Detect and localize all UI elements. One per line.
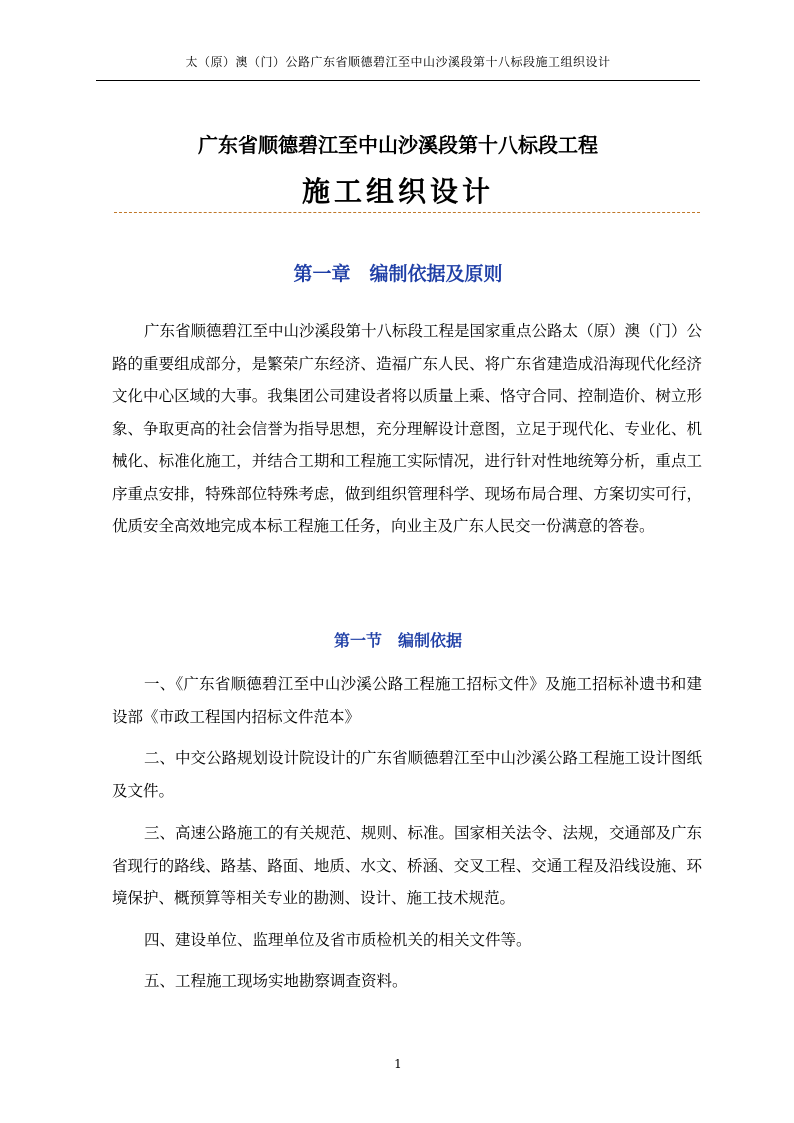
project-title: 广东省顺德碧江至中山沙溪段第十八标段工程: [198, 133, 598, 157]
page-number: 1: [394, 1057, 402, 1071]
basis-item-2: 二、中交公路规划设计院设计的广东省顺德碧江至中山沙溪公路工程施工设计图纸及文件。: [112, 749, 703, 800]
running-header: 太（原）澳（门）公路广东省顺德碧江至中山沙溪段第十八标段施工组织设计: [185, 55, 611, 69]
basis-item-4: 四、建设单位、监理单位及省市质检机关的相关文件等。: [144, 931, 532, 949]
basis-item-1: 一、《广东省顺德碧江至中山沙溪公路工程施工招标文件》及施工招标补遗书和建设部《市政工程国内招标文件范本》: [112, 675, 702, 726]
document-title: 施工组织设计: [301, 175, 494, 208]
chapter-intro-paragraph: 广东省顺德碧江至中山沙溪段第十八标段工程是国家重点公路太（原）澳（门）公路的重要组成部分，是繁荣广东经济、造福广东人民、将广东省建造成沿海现代化经济文化中心区域的大事。我集团公司建设者将以质量上乘、恪守合同、控制造价、树立形象、争取更高的社会信誉为指导思想，充分理解设计意图，立足于现代化、专业化、机械化、标准化施工，并结合工期和工程施工实际情况，进行针对性地统筹分析，重点工序重点安排，特殊部位特殊考虑，做到组织管理科学、现场布局合理、方案切实可行，优质安全高效地完成本标工程施工任务，向业主及广东人民交一份满意的答卷。: [112, 322, 703, 535]
title-divider: [114, 212, 700, 213]
basis-item-3: 三、高速公路施工的有关规范、规则、标准。国家相关法令、法规，交通部及广东省现行的路线、路基、路面、地质、水文、桥涵、交叉工程、交通工程及沿线设施、环境保护、概预算等相关专业的勘测、设计、施工技术规范。: [112, 824, 703, 907]
basis-item-5: 五、工程施工现场实地勘察调查资料。: [144, 972, 408, 990]
header-divider: [96, 80, 700, 81]
section-heading: 第一节 编制依据: [333, 631, 462, 650]
chapter-heading: 第一章 编制依据及原则: [293, 263, 503, 285]
